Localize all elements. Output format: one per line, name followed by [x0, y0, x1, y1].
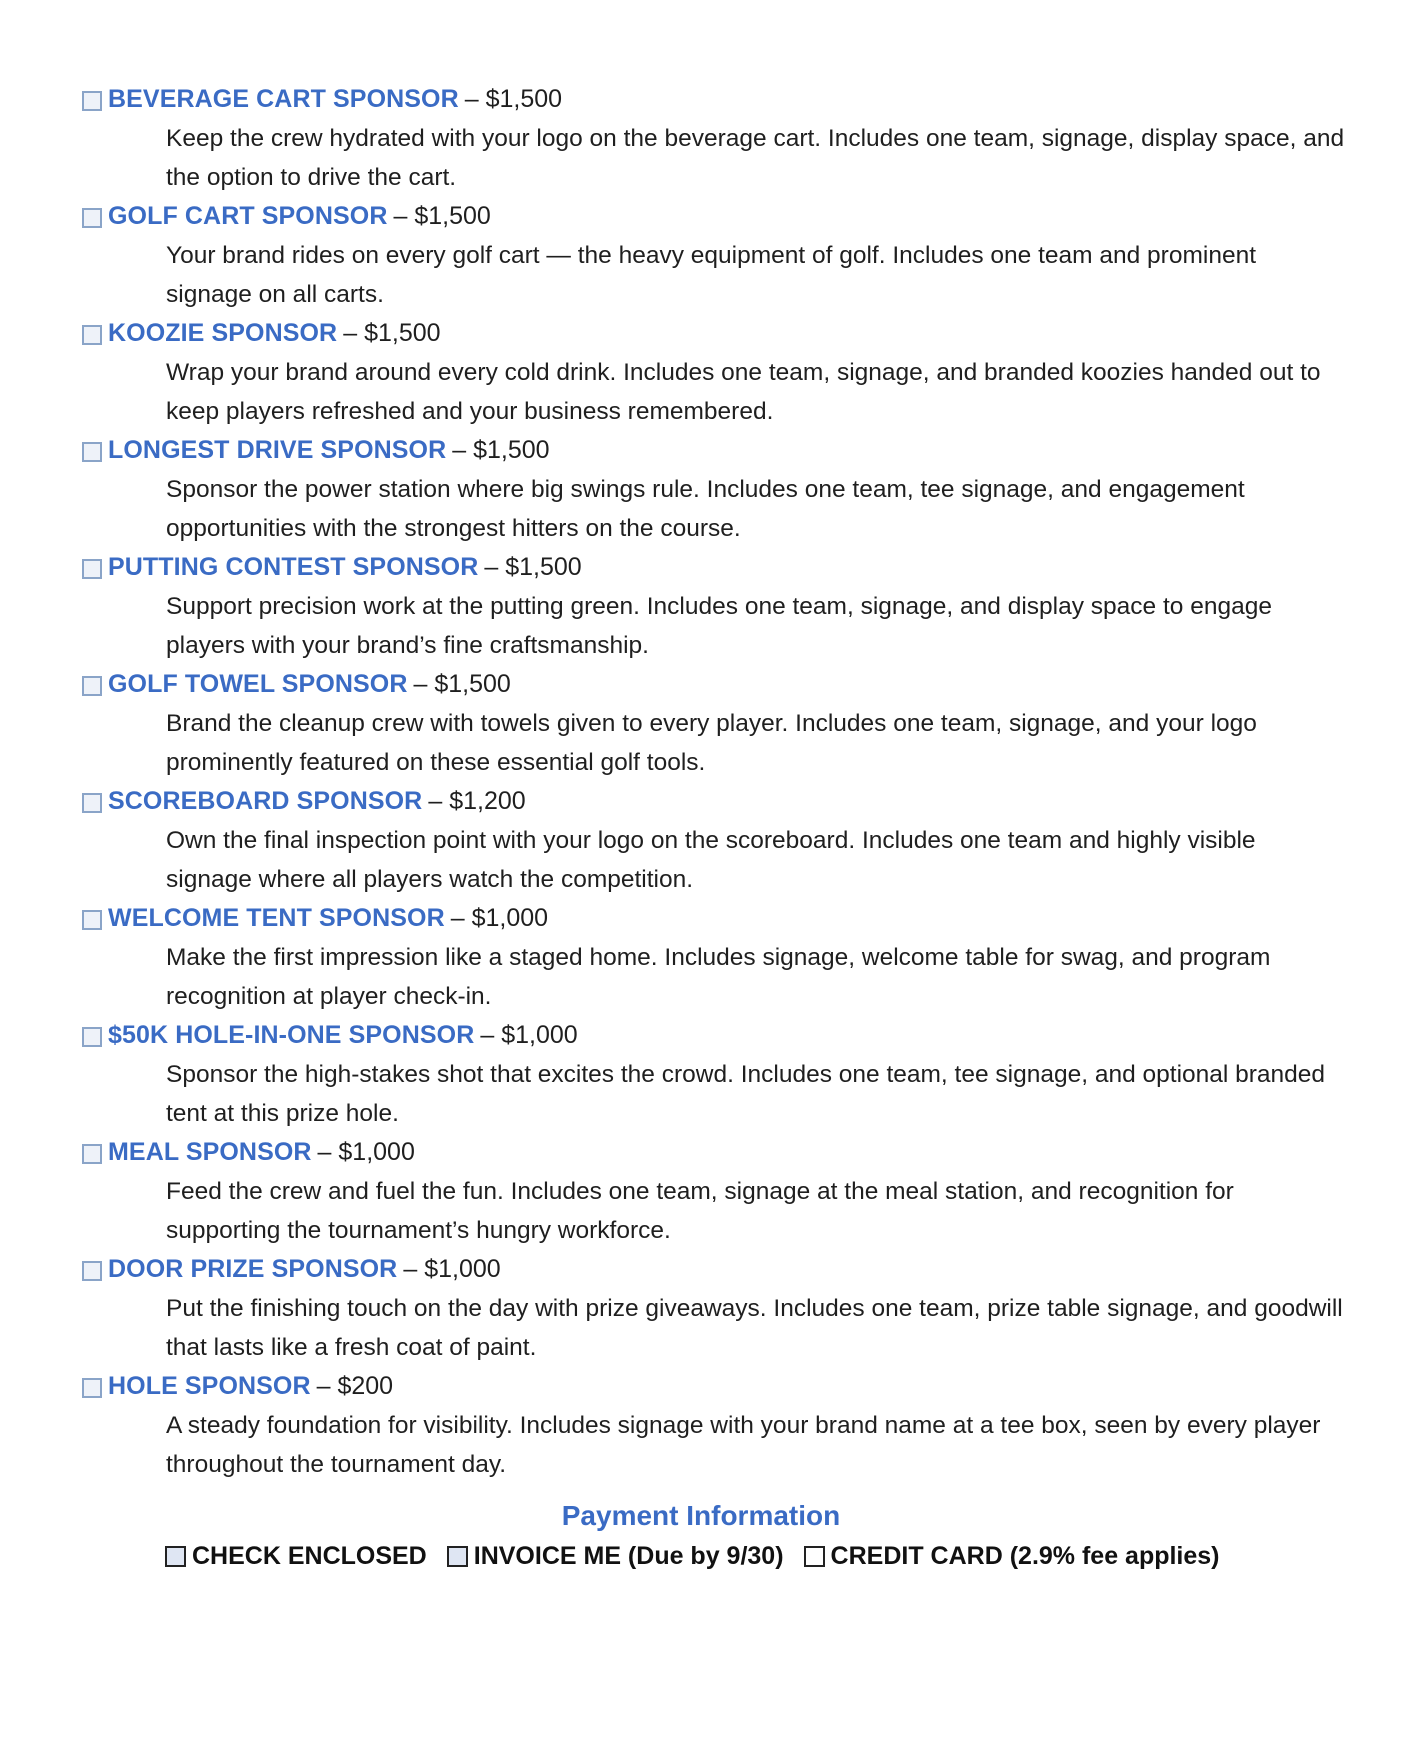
sponsorship-title: WELCOME TENT SPONSOR [108, 904, 445, 932]
payment-option-check [165, 1542, 427, 1571]
beverage-cart-checkbox[interactable] [82, 91, 102, 111]
sponsorship-heading [82, 548, 1342, 587]
sponsorship-heading [82, 665, 1342, 704]
hole-in-one-checkbox[interactable] [82, 1027, 102, 1047]
payment-option-label: CHECK ENCLOSED [192, 1542, 427, 1570]
sponsorship-description: Put the finishing touch on the day with prize giveaways. Includes one team, prize table signage, and goodwill that lasts like a fresh coat of paint. [166, 1295, 1343, 1361]
sponsorship-title: $50K HOLE-IN-ONE SPONSOR [108, 1021, 475, 1049]
sponsorship-description: Brand the cleanup crew with towels given to every player. Includes one team, signage, and your logo prominently featured on these essential golf tools. [166, 710, 1257, 776]
sponsorship-price: – $1,500 [343, 319, 441, 347]
sponsorship-title: MEAL SPONSOR [108, 1138, 312, 1166]
door-prize-checkbox[interactable] [82, 1261, 102, 1281]
sponsorship-heading [82, 314, 1342, 353]
sponsorship-title: DOOR PRIZE SPONSOR [108, 1255, 398, 1283]
sponsorship-list [82, 80, 1345, 1484]
putting-contest-checkbox[interactable] [82, 559, 102, 579]
payment-information-heading: Payment Information [561, 1500, 841, 1531]
sponsorship-description: A steady foundation for visibility. Includes signage with your brand name at a tee box, seen by every player throughout the tournament day. [166, 1412, 1321, 1478]
payment-option-invoice [447, 1542, 784, 1571]
sponsorship-item-longest-drive [82, 431, 1342, 548]
sponsorship-heading [82, 899, 1342, 938]
sponsorship-heading [82, 1250, 1342, 1289]
sponsorship-price: – $1,500 [452, 436, 550, 464]
golf-towel-checkbox[interactable] [82, 676, 102, 696]
longest-drive-checkbox[interactable] [82, 442, 102, 462]
sponsorship-item-golf-cart [82, 197, 1342, 314]
invoice-me-checkbox[interactable] [447, 1546, 468, 1567]
payment-option-credit-card [804, 1542, 1220, 1571]
sponsorship-item-golf-towel [82, 665, 1342, 782]
payment-option-label: INVOICE ME (Due by 9/30) [473, 1542, 784, 1570]
sponsorship-item-door-prize [82, 1250, 1342, 1367]
sponsorship-heading [82, 1367, 1342, 1406]
welcome-tent-checkbox[interactable] [82, 910, 102, 930]
sponsorship-price: – $1,500 [484, 553, 582, 581]
sponsorship-price: – $1,500 [464, 85, 563, 113]
golf-cart-checkbox[interactable] [82, 208, 102, 228]
sponsorship-heading [82, 431, 1342, 470]
sponsorship-title: KOOZIE SPONSOR [108, 319, 338, 347]
sponsorship-title: PUTTING CONTEST SPONSOR [108, 553, 479, 581]
sponsorship-description: Sponsor the high-stakes shot that excites the crowd. Includes one team, tee signage, and optional branded tent at this prize hole. [166, 1061, 1326, 1127]
koozie-checkbox[interactable] [82, 325, 102, 345]
sponsorship-heading [82, 782, 1342, 821]
sponsorship-description: Support precision work at the putting green. Includes one team, signage, and display space to engage players with your brand’s fine craftsmanship. [166, 593, 1272, 659]
sponsorship-price: – $200 [316, 1372, 394, 1400]
sponsorship-description: Make the first impression like a staged home. Includes signage, welcome table for swag, and program recognition at player check-in. [166, 944, 1271, 1010]
sponsorship-price: – $1,500 [413, 670, 511, 698]
scoreboard-checkbox[interactable] [82, 793, 102, 813]
sponsorship-title: SCOREBOARD SPONSOR [108, 787, 423, 815]
sponsorship-price: – $1,500 [393, 202, 491, 230]
hole-checkbox[interactable] [82, 1378, 102, 1398]
credit-card-checkbox[interactable] [804, 1546, 825, 1567]
sponsorship-item-welcome-tent [82, 899, 1342, 1016]
sponsorship-price: – $1,000 [480, 1021, 578, 1049]
sponsorship-title: LONGEST DRIVE SPONSOR [108, 436, 447, 464]
sponsorship-description: Sponsor the power station where big swings rule. Includes one team, tee signage, and engagement opportunities with the strongest hitters on the course. [166, 476, 1245, 542]
sponsorship-description: Keep the crew hydrated with your logo on the beverage cart. Includes one team, signage, display space, and the option to drive the cart. [166, 125, 1345, 191]
sponsorship-heading [82, 197, 1342, 236]
check-enclosed-checkbox[interactable] [165, 1546, 186, 1567]
sponsorship-title: HOLE SPONSOR [108, 1372, 311, 1400]
sponsorship-item-hole [82, 1367, 1342, 1484]
sponsorship-item-koozie [82, 314, 1342, 431]
meal-checkbox[interactable] [82, 1144, 102, 1164]
payment-option-label: CREDIT CARD (2.9% fee applies) [830, 1542, 1220, 1570]
sponsorship-price: – $1,000 [403, 1255, 501, 1283]
sponsorship-description: Feed the crew and fuel the fun. Includes one team, signage at the meal station, and recognition for supporting the tournament’s hungry workforce. [166, 1178, 1234, 1244]
sponsorship-item-putting-contest [82, 548, 1342, 665]
sponsorship-title: GOLF CART SPONSOR [108, 202, 388, 230]
sponsorship-price: – $1,000 [317, 1138, 415, 1166]
sponsorship-item-meal [82, 1133, 1342, 1250]
sponsorship-price: – $1,200 [428, 787, 526, 815]
sponsorship-title: BEVERAGE CART SPONSOR [108, 85, 459, 113]
payment-options [165, 1542, 1220, 1571]
sponsorship-heading [82, 1133, 1342, 1172]
sponsorship-item-scoreboard [82, 782, 1342, 899]
sponsorship-description: Your brand rides on every golf cart — the heavy equipment of golf. Includes one team and prominent signage on all carts. [166, 242, 1256, 308]
sponsorship-item-hole-in-one [82, 1016, 1342, 1133]
sponsorship-description: Own the final inspection point with your logo on the scoreboard. Includes one team and highly visible signage where all players watch the competition. [166, 827, 1256, 893]
sponsorship-item-beverage-cart [82, 80, 1345, 197]
sponsorship-heading [82, 80, 1342, 119]
sponsorship-heading [82, 1016, 1342, 1055]
sponsorship-title: GOLF TOWEL SPONSOR [108, 670, 408, 698]
sponsorship-description: Wrap your brand around every cold drink. Includes one team, signage, and branded koozies handed out to keep players refreshed and your business remembered. [166, 359, 1321, 425]
sponsorship-price: – $1,000 [450, 904, 549, 932]
